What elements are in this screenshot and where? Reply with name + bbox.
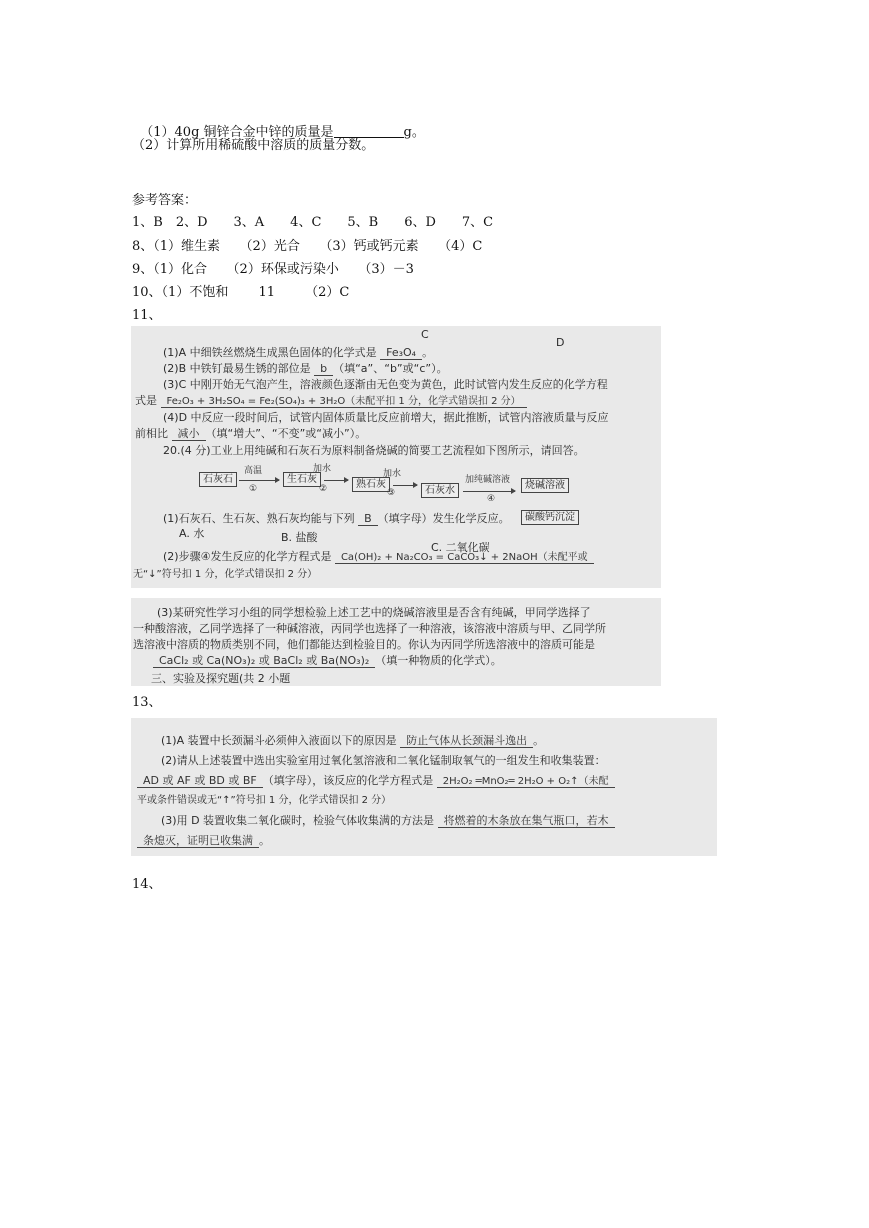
scan12-line-3: 选溶液中溶质的物质类别不同，他们都能达到检验目的。你认为丙同学所选溶液中的溶质可能是 <box>133 638 595 651</box>
scan13-line-6: 条熄灭，证明已收集满 。 <box>137 834 270 848</box>
scan11-answer-1: Fe₃O₄ <box>380 346 422 360</box>
scan11-line-6: 前相比 减小 （填“增大”、“不变”或“减小”）。 <box>135 427 367 440</box>
scan11-line-10: 无“↓”符号扣 1 分，化学式错误扣 2 分） <box>133 569 318 580</box>
question-1-text: （1）40g 铜锌合金中锌的质量是 <box>140 125 334 140</box>
scan12-line-4: CaCl₂ 或 Ca(NO₃)₂ 或 BaCl₂ 或 Ba(NO₃)₂ （填一种物质的化学式）。 <box>153 654 502 668</box>
scan11-answer-4: Fe₂O₃ + 3H₂SO₄ = Fe₂(SO₄)₃ + 3H₂O（未配平扣 1 分，化学式错误扣 2 分） <box>161 396 527 408</box>
flow-arrow-2 <box>324 480 348 481</box>
flow-label-step-4: ④ <box>487 494 496 504</box>
flow-box-calcium-carbonate: 碳酸钙沉淀 <box>521 510 579 525</box>
answers-heading: 参考答案： <box>132 193 198 208</box>
scan11-answer-2: b <box>314 362 333 376</box>
scan13-answer-5: 将燃着的木条放在集气瓶口，若木 <box>438 814 615 828</box>
scan12-line-2: 一种酸溶液，乙同学选择了一种碱溶液，丙同学也选择了一种溶液，该溶液中溶质与甲、乙同学所 <box>133 622 606 635</box>
option-c: C. 二氧化碳 <box>431 541 490 554</box>
scan11-answer-6: 减小 <box>172 427 206 441</box>
flow-arrow-1 <box>239 480 279 481</box>
answer-line-9: 9、（1）化合 （2）环保或污染小 （3）－3 <box>132 262 414 277</box>
flow-box-caustic-soda: 烧碱溶液 <box>521 478 569 493</box>
answer-label-11: 11、 <box>132 308 162 323</box>
mark-c: C <box>421 328 429 341</box>
answer-line-10: 10、（1）不饱和 11 （2）C <box>132 285 350 300</box>
question-1-unit: g。 <box>403 125 425 140</box>
flow-label-add-water-1: 加水 <box>313 464 332 474</box>
flow-box-limestone: 石灰石 <box>199 472 237 487</box>
flow-label-step-3: ③ <box>387 488 396 498</box>
flow-arrow-3 <box>393 485 417 486</box>
scan13-line-1: (1)A 装置中长颈漏斗必须伸入液面以下的原因是 防止气体从长颈漏斗逸出 。 <box>161 734 545 747</box>
scan13-answer-equation: 2H₂O₂ ═MnO₂═ 2H₂O + O₂↑（未配 <box>437 776 615 788</box>
option-a: A. 水 <box>179 527 205 540</box>
question-2: （2）计算所用稀硫酸中溶质的质量分数。 <box>132 138 375 153</box>
scan11-line-5: (4)D 中反应一段时间后，试管内固体质量比反应前增大，据此推断，试管内溶液质量与反应 <box>163 411 609 424</box>
scan11-line-9: (2)步骤④发生反应的化学方程式是 Ca(OH)₂ + Na₂CO₃ = CaCO₃↓ + 2NaOH（未配平或 <box>163 550 594 565</box>
scan11-answer-9: Ca(OH)₂ + Na₂CO₃ = CaCO₃↓ + 2NaOH（未配平或 <box>335 552 594 564</box>
option-b: B. 盐酸 <box>281 531 318 544</box>
answer-line-8: 8、（1）维生素 （2）光合 （3）钙或钙元素 （4）C <box>132 239 483 254</box>
scan13-answer-6: 条熄灭，证明已收集满 <box>137 834 259 848</box>
scan13-answer-3: AD 或 AF 或 BD 或 BF <box>137 774 263 788</box>
scan11-line-1: (1)A 中细铁丝燃烧生成黑色固体的化学式是 Fe₃O₄ 。 <box>163 346 434 359</box>
scan12-answer: CaCl₂ 或 Ca(NO₃)₂ 或 BaCl₂ 或 Ba(NO₃)₂ <box>153 654 375 668</box>
scan13-answer-1: 防止气体从长颈漏斗逸出 <box>400 734 533 748</box>
flow-label-step-1: ① <box>249 484 258 494</box>
flow-box-quicklime: 生石灰 <box>283 472 321 487</box>
scan11-line-3: (3)C 中刚开始无气泡产生，溶液颜色逐渐由无色变为黄色，此时试管内发生反应的化学方程 <box>163 378 608 391</box>
scan11-line-4: 式是 Fe₂O₃ + 3H₂SO₄ = Fe₂(SO₄)₃ + 3H₂O（未配平扣 1 分，化学式错误扣 2 分） <box>135 394 527 409</box>
scan11-line-8: (1)石灰石、生石灰、熟石灰均能与下列 B （填字母）发生化学反应。 <box>163 512 510 525</box>
flow-arrow-4 <box>463 491 515 492</box>
flow-label-add-soda: 加纯碱溶液 <box>465 475 511 485</box>
scan12-line-5: 三、实验及探究题(共 2 小题 <box>151 672 291 685</box>
scan13-line-5: (3)用 D 装置收集二氧化碳时，检验气体收集满的方法是 将燃着的木条放在集气瓶口，若木 <box>161 814 615 828</box>
flow-label-step-2: ② <box>319 484 328 494</box>
scan11-line-2: (2)B 中铁钉最易生锈的部位是 b （填“a”、“b”或“c”）。 <box>163 362 448 375</box>
scan11-line-7: 20.(4 分)工业上用纯碱和石灰石为原料制备烧碱的简要工艺流程如下图所示，请回答。 <box>163 444 585 457</box>
scan11-answer-8: B <box>358 512 378 526</box>
flow-box-slaked-lime: 熟石灰 <box>352 477 390 492</box>
scanned-answer-11 <box>131 326 661 588</box>
scan13-line-3: AD 或 AF 或 BD 或 BF （填字母），该反应的化学方程式是 2H₂O₂ ═MnO₂═ 2H₂O + O₂↑（未配 <box>137 774 615 789</box>
scanned-answer-13 <box>131 718 717 856</box>
answer-line-1-7: 1、B 2、D 3、A 4、C 5、B 6、D 7、C <box>132 215 494 230</box>
mark-d: D <box>556 336 565 349</box>
scan12-line-1: (3)某研究性学习小组的同学想检验上述工艺中的烧碱溶液里是否含有纯碱，甲同学选择了 <box>157 606 591 619</box>
answer-blank <box>334 124 404 138</box>
scanned-answer-12 <box>131 598 661 686</box>
answer-label-14: 14、 <box>132 877 162 892</box>
flow-label-add-water-2: 加水 <box>383 469 402 479</box>
scan13-line-4: 平或条件错误或无“↑”符号扣 1 分，化学式错误扣 2 分） <box>137 795 392 806</box>
answer-label-13: 13、 <box>132 695 162 710</box>
flow-label-high-temp: 高温 <box>244 466 263 476</box>
scan13-line-2: (2)请从上述装置中选出实验室用过氧化氢溶液和二氧化锰制取氧气的一组发生和收集装置： <box>161 754 606 767</box>
flow-box-limewater: 石灰水 <box>421 483 459 498</box>
